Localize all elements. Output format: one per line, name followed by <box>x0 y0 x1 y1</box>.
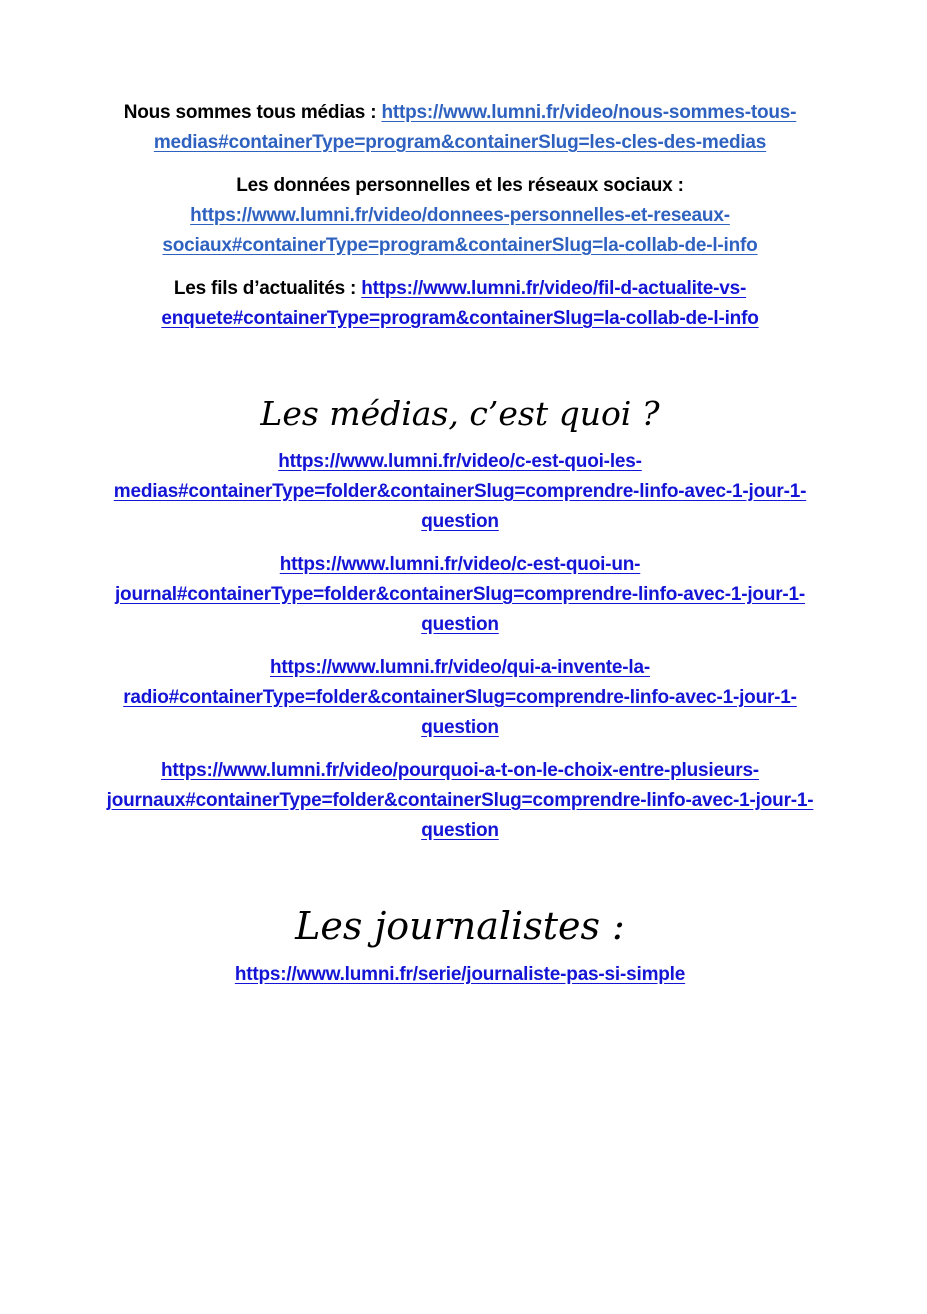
link-paragraph <box>90 653 830 743</box>
entry-label: Les données personnelles et les réseaux sociaux : <box>236 175 684 196</box>
link-paragraph <box>90 756 830 846</box>
link-c-est-quoi-un-journal[interactable]: https://www.lumni.fr/video/c-est-quoi-un-journal#containerType=folder&containerSlug=comprendre-linfo-avec-1-jour-1-question <box>114 554 806 635</box>
link-journaliste-pas-si-simple[interactable]: https://www.lumni.fr/serie/journaliste-pas-si-simple <box>234 964 686 985</box>
entry-label: Nous sommes tous médias : <box>123 102 377 123</box>
link-paragraph <box>90 447 830 537</box>
link-c-est-quoi-les-medias[interactable]: https://www.lumni.fr/video/c-est-quoi-les-medias#containerType=folder&containerSlug=comprendre-linfo-avec-1-jour-1-question <box>113 451 807 532</box>
heading-les-journalistes: Les journalistes : <box>295 904 625 948</box>
link-donnees-personnelles[interactable]: https://www.lumni.fr/video/donnees-personnelles-et-reseaux-sociaux#containerType=program&containerSlug=la-collab-de-l-info <box>162 205 758 256</box>
link-nous-sommes-tous-medias[interactable]: https://www.lumni.fr/video/nous-sommes-tous-medias#containerType=program&containerSlug=les-cles-des-medias <box>153 102 797 153</box>
document-page <box>90 98 830 990</box>
link-choix-plusieurs-journaux[interactable]: https://www.lumni.fr/video/pourquoi-a-t-on-le-choix-entre-plusieurs-journaux#containerType=folder&containerSlug=comprendre-linfo-avec-1-jour-1-question <box>106 760 814 841</box>
entry-label: Les fils d’actualités : <box>173 278 357 299</box>
link-paragraph <box>90 550 830 640</box>
link-qui-a-invente-la-radio[interactable]: https://www.lumni.fr/video/qui-a-invente-la-radio#containerType=folder&containerSlug=comprendre-linfo-avec-1-jour-1-question <box>123 657 797 738</box>
link-fils-actualites[interactable]: https://www.lumni.fr/video/fil-d-actualite-vs-enquete#containerType=program&containerSlug=la-collab-de-l-info <box>161 278 759 329</box>
link-paragraph <box>90 960 830 990</box>
entry-fils-actualites <box>90 274 830 334</box>
entry-nous-sommes-tous-medias <box>90 98 830 158</box>
heading-les-medias: Les médias, c’est quoi ? <box>260 394 660 433</box>
entry-donnees-personnelles <box>90 171 830 261</box>
